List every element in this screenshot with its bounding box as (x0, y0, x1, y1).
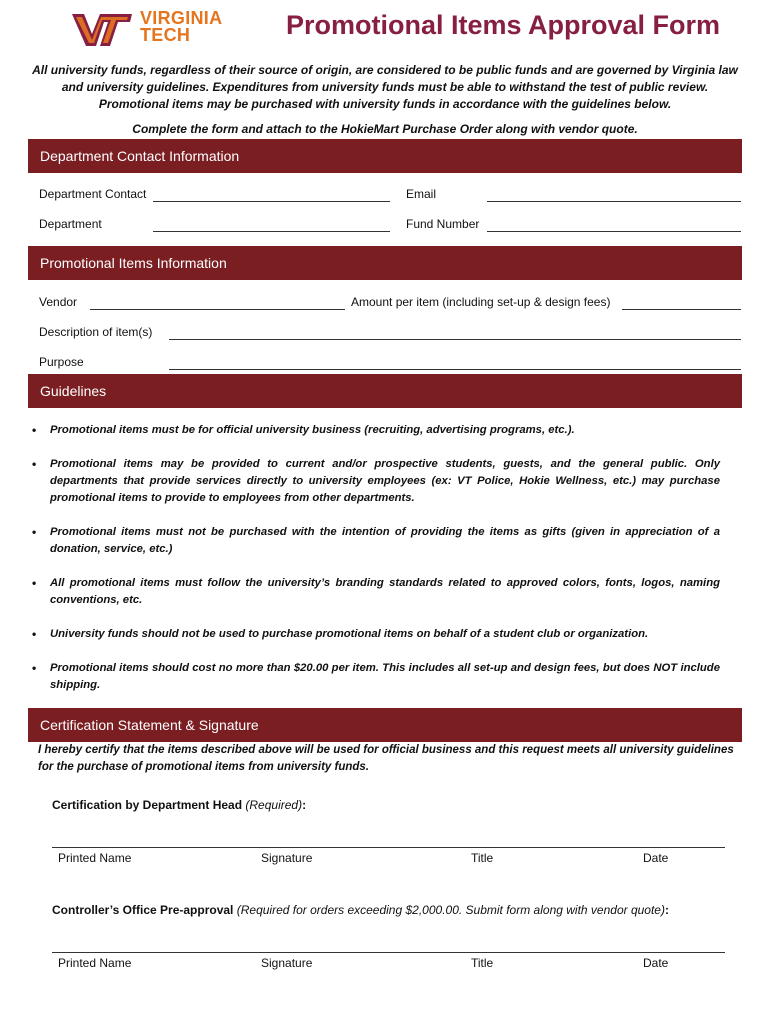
dept-head-label: Certification by Department Head (52, 798, 243, 812)
intro-line-1: All university funds, regardless of their source of origin, are considered to be public funds and are governed by Virginia law (32, 63, 738, 77)
guideline-text: Promotional items must not be purchased with the intention of providing the items as gifts (given in appreciation of a donation, service, etc.) (50, 526, 720, 555)
intro-text (20, 62, 750, 113)
controller-printed-name-label: Printed Name (58, 956, 132, 970)
controller-title-label: Title (471, 956, 494, 970)
colon: : (664, 903, 669, 917)
page-title: Promotional Items Approval Form (286, 10, 721, 40)
guideline-item (30, 456, 720, 507)
dept-head-printed-name-label: Printed Name (58, 851, 132, 865)
section-header-items: Promotional Items Information (28, 246, 742, 280)
guidelines-list (30, 422, 720, 711)
dept-head-signature-label: Signature (261, 851, 313, 865)
colon: : (302, 798, 307, 812)
fund-number-field[interactable] (487, 231, 741, 232)
instruction-text: Complete the form and attach to the HokieMart Purchase Order along with vendor quote. (132, 122, 638, 136)
logo-wordmark (140, 10, 222, 44)
logo-line-1: VIRGINIA (140, 8, 223, 28)
section-header-certification: Certification Statement & Signature (28, 708, 742, 742)
dept-head-required: (Required) (245, 798, 303, 812)
controller-date-label: Date (643, 956, 669, 970)
department-field[interactable] (153, 231, 390, 232)
bullet-icon: • (32, 525, 37, 539)
controller-label: Controller’s Office Pre-approval (52, 903, 234, 917)
intro-line-2: and university guidelines. Expenditures from university funds must be able to withstand the test of public review. (61, 80, 709, 94)
email-field[interactable] (487, 201, 741, 202)
guideline-item (30, 660, 720, 694)
virginia-tech-logo (70, 8, 223, 50)
description-field[interactable] (169, 339, 741, 340)
guideline-item (30, 626, 720, 643)
purpose-label: Purpose (39, 355, 84, 369)
guideline-item (30, 524, 720, 558)
amount-per-item-label: Amount per item (including set-up & design fees) (351, 295, 611, 309)
email-label: Email (406, 187, 437, 201)
bullet-icon: • (32, 661, 37, 675)
bullet-icon: • (32, 627, 37, 641)
controller-required: (Required for orders exceeding $2,000.00. Submit form along with vendor quote) (236, 903, 665, 917)
intro-line-3: Promotional items may be purchased with university funds in accordance with the guidelines below. (98, 97, 672, 111)
department-label: Department (39, 217, 102, 231)
dept-head-signature-line[interactable] (52, 847, 725, 848)
amount-per-item-field[interactable] (622, 309, 741, 310)
logo-line-2: TECH (140, 25, 191, 45)
department-contact-label: Department Contact (39, 187, 147, 201)
section-header-guidelines: Guidelines (28, 374, 742, 408)
vendor-label: Vendor (39, 295, 78, 309)
guideline-text: Promotional items may be provided to current and/or prospective students, guests, and the general public. Only departments that provide services directly to university employees (ex: VT Police, Hokie Wellness, etc.) may purchase promotional items to provide to employees from other departments. (50, 458, 720, 504)
dept-head-title-label: Title (471, 851, 494, 865)
controller-signature-line[interactable] (52, 952, 725, 953)
vendor-field[interactable] (90, 309, 345, 310)
guideline-item (30, 575, 720, 609)
controller-heading (52, 903, 669, 917)
dept-head-date-label: Date (643, 851, 669, 865)
guideline-text: All promotional items must follow the university’s branding standards related to approved colors, fonts, logos, naming conventions, etc. (50, 577, 720, 606)
guideline-text: Promotional items must be for official university business (recruiting, advertising programs, etc.). (50, 424, 575, 436)
department-contact-field[interactable] (153, 201, 390, 202)
section-header-contact: Department Contact Information (28, 139, 742, 173)
vt-logo-mark (70, 12, 134, 48)
description-label: Description of item(s) (39, 325, 153, 339)
bullet-icon: • (32, 576, 37, 590)
guideline-text: University funds should not be used to purchase promotional items on behalf of a student club or organization. (50, 628, 649, 640)
guideline-item (30, 422, 720, 439)
fund-number-label: Fund Number (406, 217, 480, 231)
certification-statement: I hereby certify that the items described above will be used for official business and this request meets all university guidelines for the purchase of promotional items from university funds. (38, 744, 734, 773)
guideline-text: Promotional items should cost no more than $20.00 per item. This includes all set-up and design fees, but does NOT include shipping. (50, 662, 720, 691)
purpose-field[interactable] (169, 369, 741, 370)
bullet-icon: • (32, 423, 37, 437)
bullet-icon: • (32, 457, 37, 471)
dept-head-heading (52, 798, 306, 812)
controller-signature-label: Signature (261, 956, 313, 970)
